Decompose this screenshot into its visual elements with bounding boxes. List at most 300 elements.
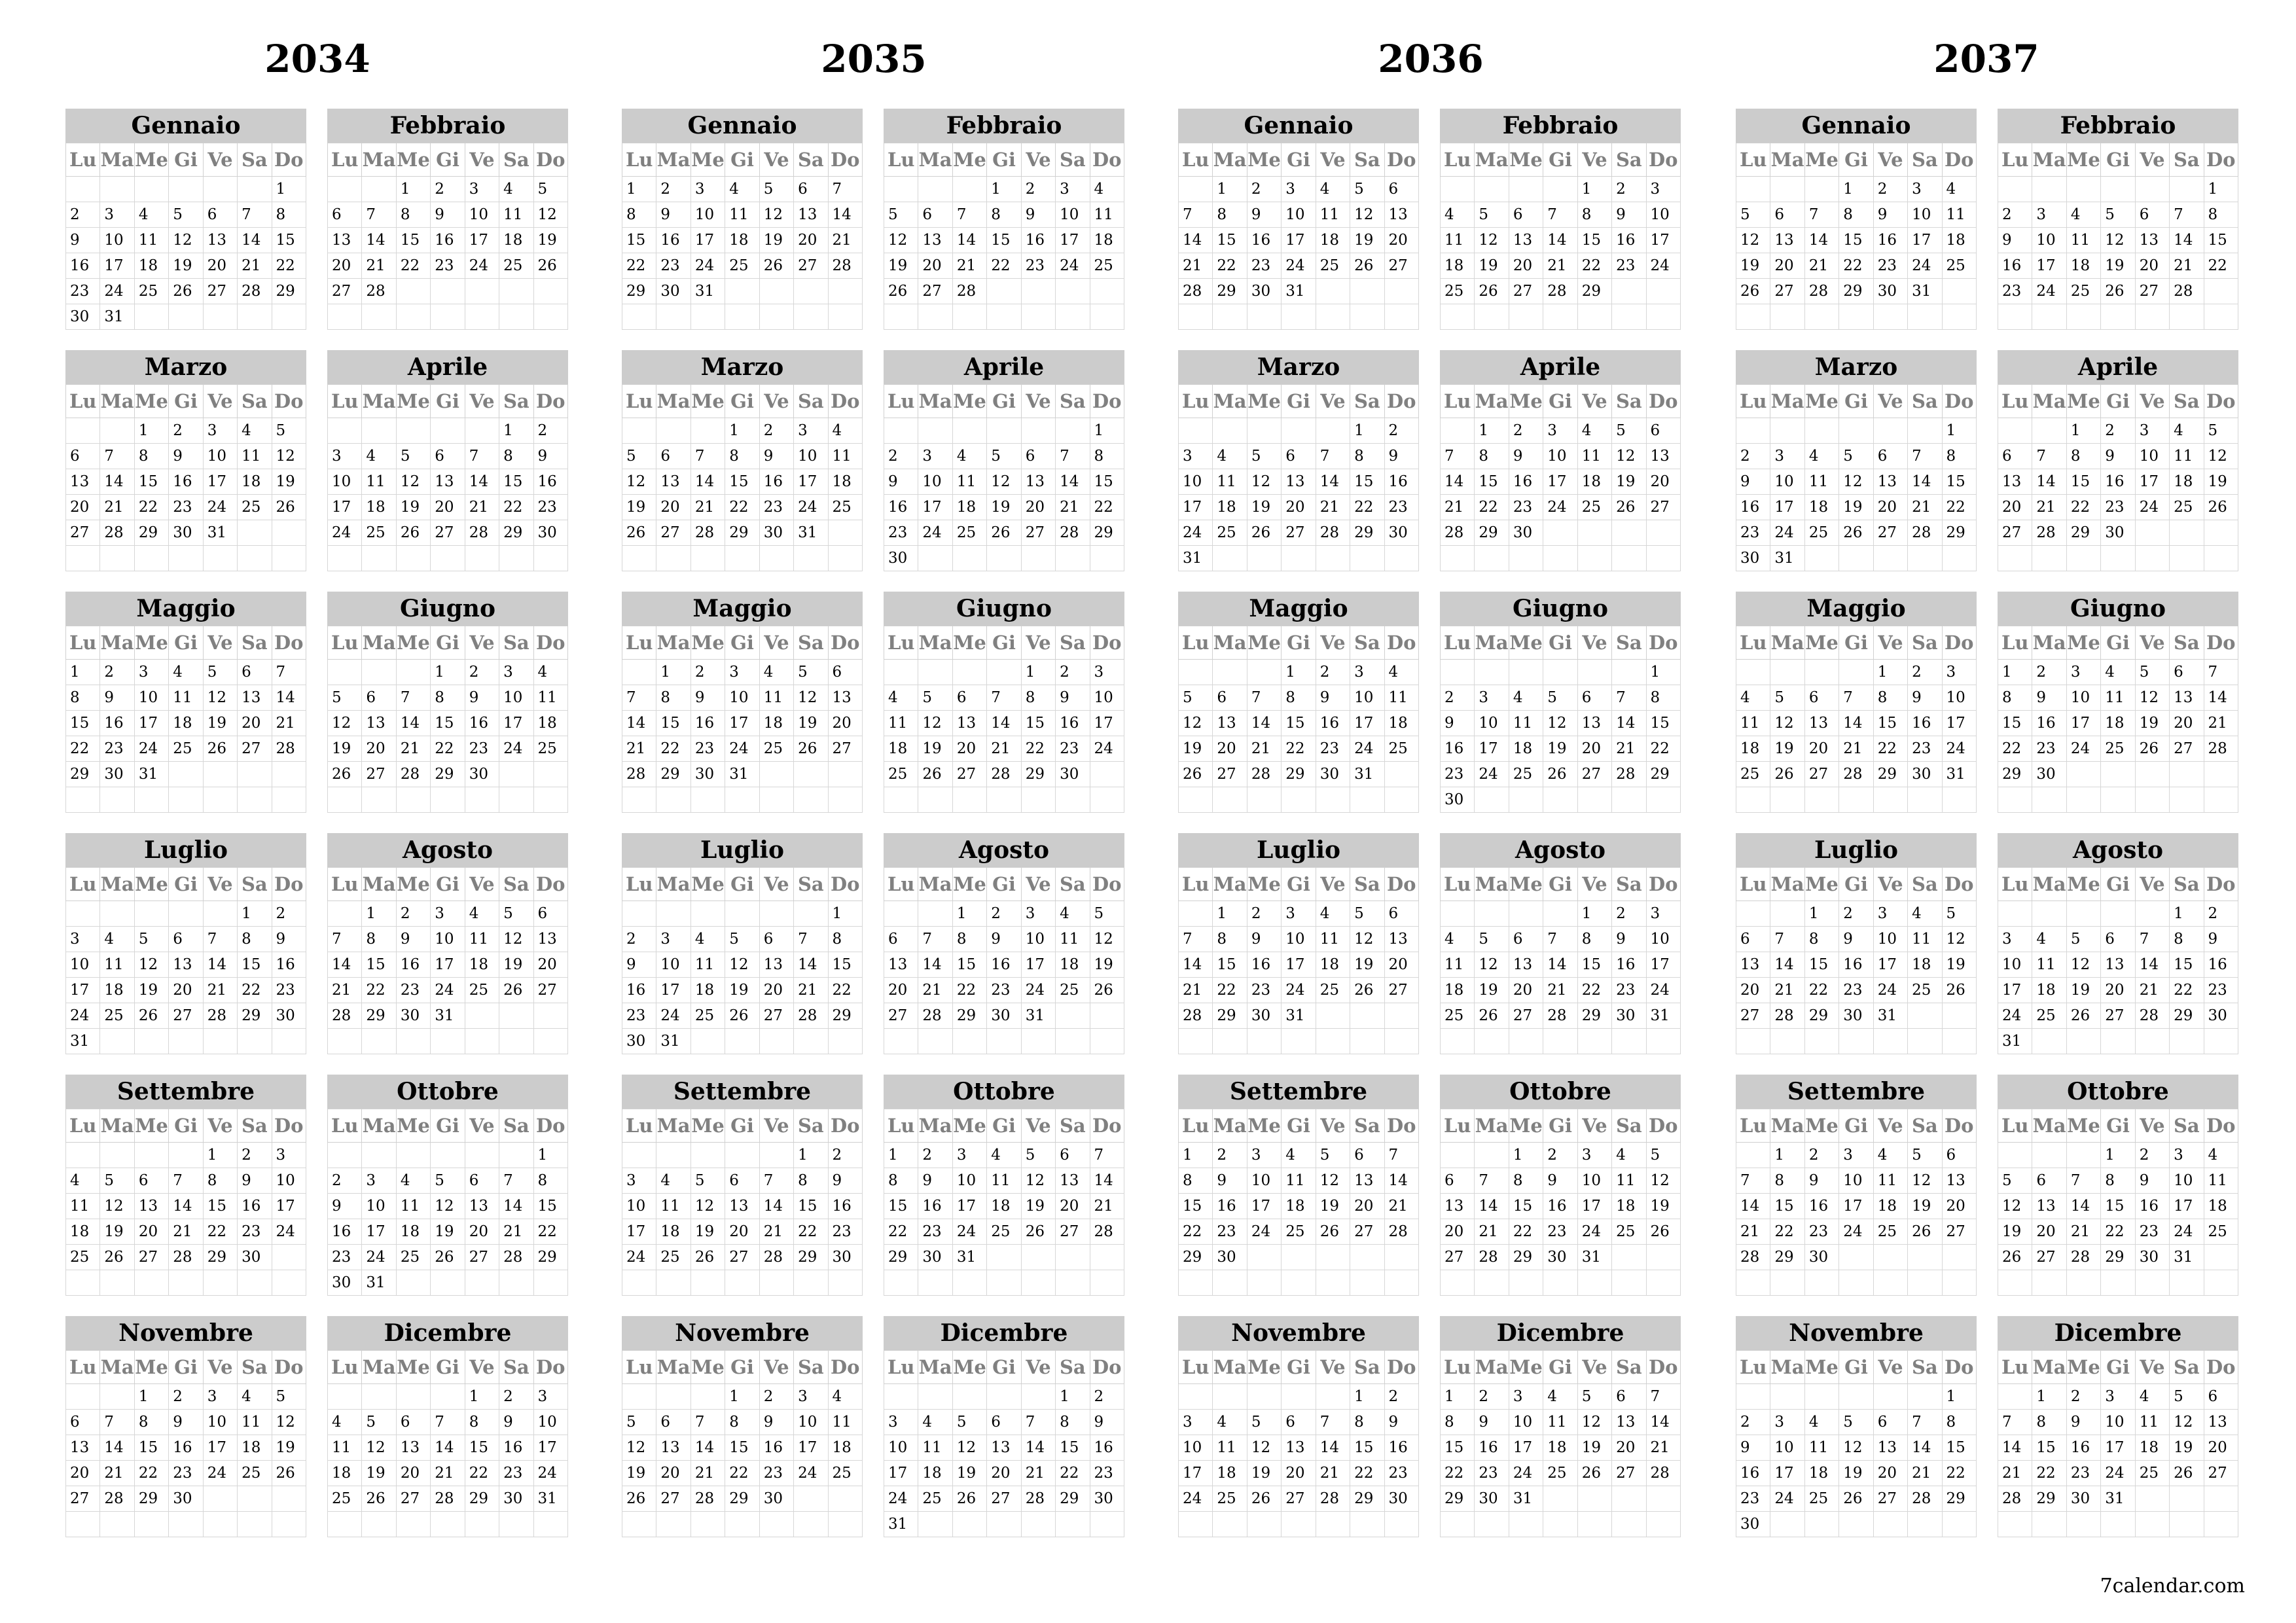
day-cell: 5 — [622, 1410, 656, 1435]
weekday-label: Gi — [1839, 1351, 1873, 1384]
day-cell: 12 — [622, 469, 656, 495]
day-cell: 4 — [725, 177, 759, 202]
day-cell: 1 — [1873, 660, 1907, 685]
day-cell: 23 — [1736, 520, 1770, 546]
day-cell: 22 — [952, 978, 986, 1003]
weekday-label: Sa — [2170, 1109, 2204, 1143]
day-cell — [656, 1512, 691, 1537]
day-cell: 29 — [134, 1486, 168, 1512]
day-cell: 30 — [1509, 520, 1543, 546]
day-cell: 22 — [828, 978, 862, 1003]
day-cell: 28 — [622, 762, 656, 787]
day-cell — [2032, 1029, 2066, 1054]
day-cell: 3 — [1282, 177, 1316, 202]
day-cell: 27 — [362, 762, 396, 787]
weekday-label: Do — [533, 1351, 567, 1384]
day-cell: 1 — [134, 1384, 168, 1410]
day-cell: 20 — [134, 1219, 168, 1245]
day-cell: 14 — [622, 711, 656, 736]
day-cell: 26 — [396, 520, 430, 546]
day-cell — [66, 1143, 100, 1168]
day-cell: 28 — [1090, 1219, 1124, 1245]
day-cell: 16 — [656, 228, 691, 253]
day-cell: 10 — [362, 1194, 396, 1219]
day-cell: 4 — [2101, 660, 2135, 685]
day-cell — [1441, 660, 1475, 685]
day-cell — [203, 177, 237, 202]
day-cell — [1316, 1245, 1350, 1270]
day-cell — [2032, 304, 2066, 330]
month-2034-9 — [65, 1075, 306, 1296]
day-cell: 6 — [1612, 1384, 1646, 1410]
day-cell: 28 — [918, 1003, 952, 1029]
day-cell — [2135, 762, 2169, 787]
day-cell — [2101, 1029, 2135, 1054]
day-cell — [656, 787, 691, 813]
day-cell: 26 — [1475, 1003, 1509, 1029]
day-cell — [328, 177, 362, 202]
day-cell: 6 — [1350, 1143, 1384, 1168]
day-cell: 29 — [1804, 1003, 1839, 1029]
day-cell: 14 — [1646, 1410, 1680, 1435]
day-cell — [1646, 520, 1680, 546]
day-cell: 22 — [656, 736, 691, 762]
weekday-label: Do — [1942, 1351, 1976, 1384]
day-cell: 4 — [691, 927, 725, 952]
weekday-label: Gi — [2101, 385, 2135, 418]
day-cell: 30 — [656, 279, 691, 304]
weekday-label: Ma — [2032, 385, 2066, 418]
day-cell: 5 — [2204, 418, 2238, 444]
day-cell: 18 — [1942, 228, 1976, 253]
day-cell — [328, 546, 362, 571]
day-cell: 4 — [328, 1410, 362, 1435]
day-cell — [1090, 1029, 1124, 1054]
day-cell: 14 — [1543, 952, 1577, 978]
day-cell — [238, 1512, 272, 1537]
day-cell: 14 — [1247, 711, 1281, 736]
weekday-label: Lu — [1179, 1109, 1213, 1143]
weekday-label: Ma — [100, 1109, 134, 1143]
day-cell: 17 — [1873, 952, 1907, 978]
day-cell — [431, 279, 465, 304]
day-cell: 11 — [828, 1410, 862, 1435]
day-cell: 16 — [1021, 228, 1055, 253]
day-cell: 9 — [1384, 1410, 1418, 1435]
day-cell: 21 — [794, 978, 828, 1003]
month-grid — [1998, 626, 2238, 813]
day-cell — [952, 1512, 986, 1537]
weekday-label: Lu — [1998, 1109, 2032, 1143]
day-cell: 5 — [1942, 901, 1976, 927]
day-cell: 26 — [1577, 1461, 1611, 1486]
month-grid — [327, 143, 568, 330]
day-cell — [1998, 1512, 2032, 1537]
day-cell: 22 — [1350, 1461, 1384, 1486]
day-cell — [2135, 1512, 2169, 1537]
day-cell — [238, 304, 272, 330]
weekday-label: Do — [828, 143, 862, 177]
weekday-label: Sa — [1056, 626, 1090, 660]
day-cell — [725, 1270, 759, 1296]
weekday-label: Ve — [1873, 868, 1907, 901]
day-cell — [918, 660, 952, 685]
weekday-label: Lu — [66, 1351, 100, 1384]
month-name: Agosto — [327, 833, 568, 867]
day-cell: 4 — [1804, 1410, 1839, 1435]
day-cell: 13 — [1213, 711, 1247, 736]
day-cell — [1021, 418, 1055, 444]
weekday-label: Me — [396, 1351, 430, 1384]
day-cell: 29 — [134, 520, 168, 546]
day-cell — [328, 1512, 362, 1537]
day-cell: 4 — [2135, 1384, 2169, 1410]
day-cell: 16 — [328, 1219, 362, 1245]
day-cell: 26 — [1770, 762, 1804, 787]
day-cell — [1839, 1029, 1873, 1054]
weekday-label: Gi — [1839, 143, 1873, 177]
weekday-label: Sa — [1908, 143, 1942, 177]
day-cell: 18 — [1056, 952, 1090, 978]
weekday-label: Lu — [1179, 868, 1213, 901]
day-cell: 17 — [656, 978, 691, 1003]
day-cell — [1056, 787, 1090, 813]
day-cell — [1247, 1384, 1281, 1410]
day-cell — [1804, 1029, 1839, 1054]
day-cell: 20 — [1213, 736, 1247, 762]
day-cell: 31 — [1350, 762, 1384, 787]
day-cell — [1179, 304, 1213, 330]
day-cell: 20 — [1873, 1461, 1907, 1486]
day-cell: 12 — [1770, 711, 1804, 736]
day-cell: 16 — [1441, 736, 1475, 762]
day-cell — [2032, 546, 2066, 571]
weekday-label: Sa — [238, 1109, 272, 1143]
day-cell — [2135, 304, 2169, 330]
day-cell: 10 — [1090, 685, 1124, 711]
day-cell — [2170, 520, 2204, 546]
day-cell — [1056, 304, 1090, 330]
day-cell: 11 — [1316, 202, 1350, 228]
day-cell: 26 — [1646, 1219, 1680, 1245]
day-cell: 3 — [1770, 444, 1804, 469]
day-cell: 1 — [987, 177, 1021, 202]
month-grid — [622, 1109, 863, 1296]
day-cell: 14 — [362, 228, 396, 253]
day-cell: 4 — [1543, 1384, 1577, 1410]
day-cell: 21 — [396, 736, 430, 762]
month-2036-2 — [1440, 109, 1681, 330]
day-cell: 18 — [1612, 1194, 1646, 1219]
day-cell — [1384, 1029, 1418, 1054]
day-cell: 9 — [656, 202, 691, 228]
weekday-label: Gi — [1282, 143, 1316, 177]
day-cell: 30 — [759, 1486, 793, 1512]
day-cell: 30 — [1873, 279, 1907, 304]
day-cell: 10 — [1998, 952, 2032, 978]
weekday-label: Ma — [918, 626, 952, 660]
day-cell: 5 — [1543, 685, 1577, 711]
month-grid — [884, 626, 1124, 813]
day-cell: 19 — [1646, 1194, 1680, 1219]
day-cell: 15 — [2101, 1194, 2135, 1219]
day-cell — [1839, 1270, 1873, 1296]
day-cell: 3 — [1908, 177, 1942, 202]
weekday-label: Do — [2204, 1351, 2238, 1384]
weekday-label: Me — [952, 1351, 986, 1384]
day-cell — [362, 787, 396, 813]
day-cell: 8 — [1213, 202, 1247, 228]
day-cell — [656, 418, 691, 444]
day-cell: 14 — [1316, 469, 1350, 495]
day-cell: 9 — [1612, 202, 1646, 228]
day-cell — [691, 1384, 725, 1410]
day-cell: 11 — [656, 1194, 691, 1219]
day-cell: 3 — [1646, 177, 1680, 202]
weekday-label: Do — [828, 1351, 862, 1384]
day-cell: 28 — [1646, 1461, 1680, 1486]
day-cell: 3 — [1998, 927, 2032, 952]
day-cell: 26 — [622, 1486, 656, 1512]
day-cell: 29 — [1350, 520, 1384, 546]
day-cell: 2 — [656, 177, 691, 202]
day-cell: 23 — [828, 1219, 862, 1245]
month-2037-11 — [1736, 1316, 1977, 1537]
day-cell — [1350, 279, 1384, 304]
day-cell: 16 — [622, 978, 656, 1003]
day-cell — [396, 304, 430, 330]
day-cell: 6 — [1056, 1143, 1090, 1168]
day-cell: 23 — [1247, 253, 1281, 279]
day-cell: 3 — [1179, 444, 1213, 469]
day-cell: 15 — [1350, 1435, 1384, 1461]
day-cell: 7 — [396, 685, 430, 711]
weekday-label: Ma — [656, 868, 691, 901]
day-cell: 20 — [328, 253, 362, 279]
day-cell — [203, 304, 237, 330]
year-title-2037: 2037 — [1933, 37, 2039, 81]
day-cell — [1090, 762, 1124, 787]
day-cell: 7 — [1179, 202, 1213, 228]
weekday-label: Sa — [1350, 385, 1384, 418]
day-cell: 13 — [2204, 1410, 2238, 1435]
day-cell: 29 — [725, 520, 759, 546]
day-cell — [1090, 1270, 1124, 1296]
weekday-label: Ma — [656, 1351, 691, 1384]
day-cell: 1 — [1942, 418, 1976, 444]
day-cell: 17 — [1770, 495, 1804, 520]
day-cell: 1 — [1056, 1384, 1090, 1410]
day-cell: 2 — [1441, 685, 1475, 711]
day-cell: 14 — [272, 685, 306, 711]
day-cell — [465, 279, 499, 304]
day-cell: 9 — [1509, 444, 1543, 469]
day-cell: 12 — [1998, 1194, 2032, 1219]
day-cell: 29 — [1213, 279, 1247, 304]
day-cell: 4 — [1873, 1143, 1907, 1168]
day-cell — [656, 304, 691, 330]
day-cell — [794, 1270, 828, 1296]
day-cell — [725, 279, 759, 304]
weekday-label: Do — [1384, 385, 1418, 418]
day-cell: 5 — [169, 202, 203, 228]
day-cell: 28 — [1475, 1245, 1509, 1270]
day-cell — [1441, 418, 1475, 444]
day-cell: 17 — [1179, 495, 1213, 520]
day-cell: 19 — [1021, 1194, 1055, 1219]
day-cell: 7 — [272, 660, 306, 685]
day-cell — [1509, 177, 1543, 202]
day-cell: 18 — [1213, 1461, 1247, 1486]
day-cell: 14 — [203, 952, 237, 978]
day-cell — [987, 1384, 1021, 1410]
day-cell — [1998, 1270, 2032, 1296]
day-cell: 24 — [1873, 978, 1907, 1003]
day-cell: 19 — [1090, 952, 1124, 978]
day-cell: 24 — [66, 1003, 100, 1029]
weekday-label: Lu — [328, 1351, 362, 1384]
day-cell: 8 — [1804, 927, 1839, 952]
day-cell: 27 — [238, 736, 272, 762]
weekday-label: Gi — [1543, 1351, 1577, 1384]
day-cell: 2 — [2135, 1143, 2169, 1168]
day-cell: 10 — [918, 469, 952, 495]
day-cell: 15 — [1577, 952, 1611, 978]
weekday-label: Gi — [725, 143, 759, 177]
day-cell: 28 — [1908, 520, 1942, 546]
day-cell: 6 — [1021, 444, 1055, 469]
site-credit[interactable]: 7calendar.com — [2100, 1575, 2245, 1597]
day-cell: 30 — [884, 546, 918, 571]
day-cell: 1 — [1213, 901, 1247, 927]
day-cell — [1839, 304, 1873, 330]
day-cell — [987, 787, 1021, 813]
month-name: Luglio — [1736, 833, 1977, 867]
day-cell: 23 — [691, 736, 725, 762]
day-cell: 1 — [1577, 901, 1611, 927]
month-name: Ottobre — [1440, 1075, 1681, 1109]
day-cell: 25 — [725, 253, 759, 279]
day-cell: 16 — [1998, 253, 2032, 279]
day-cell — [1509, 546, 1543, 571]
day-cell — [1543, 660, 1577, 685]
day-cell: 16 — [1213, 1194, 1247, 1219]
day-cell — [1804, 1270, 1839, 1296]
day-cell — [396, 1143, 430, 1168]
day-cell: 2 — [1804, 1143, 1839, 1168]
day-cell: 28 — [1804, 279, 1839, 304]
day-cell: 10 — [499, 685, 533, 711]
day-cell: 5 — [1021, 1143, 1055, 1168]
day-cell: 25 — [1441, 1003, 1475, 1029]
day-cell: 19 — [1839, 495, 1873, 520]
month-grid — [1736, 867, 1977, 1054]
weekday-label: Lu — [1736, 1351, 1770, 1384]
day-cell: 30 — [691, 762, 725, 787]
day-cell: 7 — [100, 1410, 134, 1435]
day-cell — [622, 1143, 656, 1168]
day-cell: 24 — [1839, 1219, 1873, 1245]
day-cell — [1873, 1029, 1907, 1054]
day-cell: 27 — [2032, 1245, 2066, 1270]
day-cell: 23 — [465, 736, 499, 762]
day-cell: 26 — [362, 1486, 396, 1512]
day-cell — [431, 1384, 465, 1410]
day-cell — [1213, 1270, 1247, 1296]
day-cell: 31 — [1646, 1003, 1680, 1029]
day-cell: 30 — [238, 1245, 272, 1270]
day-cell — [2101, 177, 2135, 202]
day-cell: 21 — [1475, 1219, 1509, 1245]
day-cell: 23 — [1839, 978, 1873, 1003]
day-cell: 27 — [1282, 520, 1316, 546]
day-cell — [884, 418, 918, 444]
day-cell: 13 — [1509, 952, 1543, 978]
day-cell: 6 — [656, 444, 691, 469]
day-cell: 11 — [1441, 228, 1475, 253]
day-cell: 14 — [1770, 952, 1804, 978]
day-cell: 20 — [987, 1461, 1021, 1486]
weekday-label: Ma — [918, 1351, 952, 1384]
weekday-label: Do — [2204, 1109, 2238, 1143]
day-cell: 6 — [2204, 1384, 2238, 1410]
day-cell: 6 — [362, 685, 396, 711]
day-cell: 12 — [1316, 1168, 1350, 1194]
day-cell — [2135, 787, 2169, 813]
month-grid — [1736, 1109, 1977, 1296]
day-cell: 4 — [66, 1168, 100, 1194]
day-cell: 23 — [1441, 762, 1475, 787]
day-cell — [622, 660, 656, 685]
day-cell: 2 — [396, 901, 430, 927]
day-cell: 24 — [656, 1003, 691, 1029]
day-cell: 26 — [622, 520, 656, 546]
day-cell — [203, 1029, 237, 1054]
day-cell: 13 — [1942, 1168, 1976, 1194]
day-cell — [134, 546, 168, 571]
day-cell — [362, 546, 396, 571]
weekday-label: Ma — [362, 143, 396, 177]
day-cell: 25 — [2032, 1003, 2066, 1029]
day-cell: 26 — [2135, 736, 2169, 762]
day-cell: 3 — [533, 1384, 567, 1410]
day-cell: 26 — [952, 1486, 986, 1512]
weekday-label: Ve — [465, 143, 499, 177]
month-grid — [327, 626, 568, 813]
day-cell: 14 — [238, 228, 272, 253]
day-cell: 13 — [134, 1194, 168, 1219]
weekday-label: Ma — [1213, 385, 1247, 418]
day-cell: 29 — [272, 279, 306, 304]
day-cell: 9 — [169, 1410, 203, 1435]
day-cell: 17 — [1090, 711, 1124, 736]
day-cell — [2101, 546, 2135, 571]
month-name: Giugno — [327, 592, 568, 626]
day-cell: 2 — [169, 1384, 203, 1410]
day-cell: 8 — [1577, 202, 1611, 228]
day-cell: 22 — [1942, 495, 1976, 520]
weekday-label: Me — [396, 143, 430, 177]
day-cell — [1873, 546, 1907, 571]
day-cell: 14 — [1543, 228, 1577, 253]
weekday-label: Sa — [1350, 1351, 1384, 1384]
weekday-label: Me — [396, 626, 430, 660]
day-cell — [1350, 1512, 1384, 1537]
day-cell: 6 — [328, 202, 362, 228]
day-cell: 20 — [2135, 253, 2169, 279]
day-cell: 23 — [1021, 253, 1055, 279]
day-cell: 29 — [203, 1245, 237, 1270]
